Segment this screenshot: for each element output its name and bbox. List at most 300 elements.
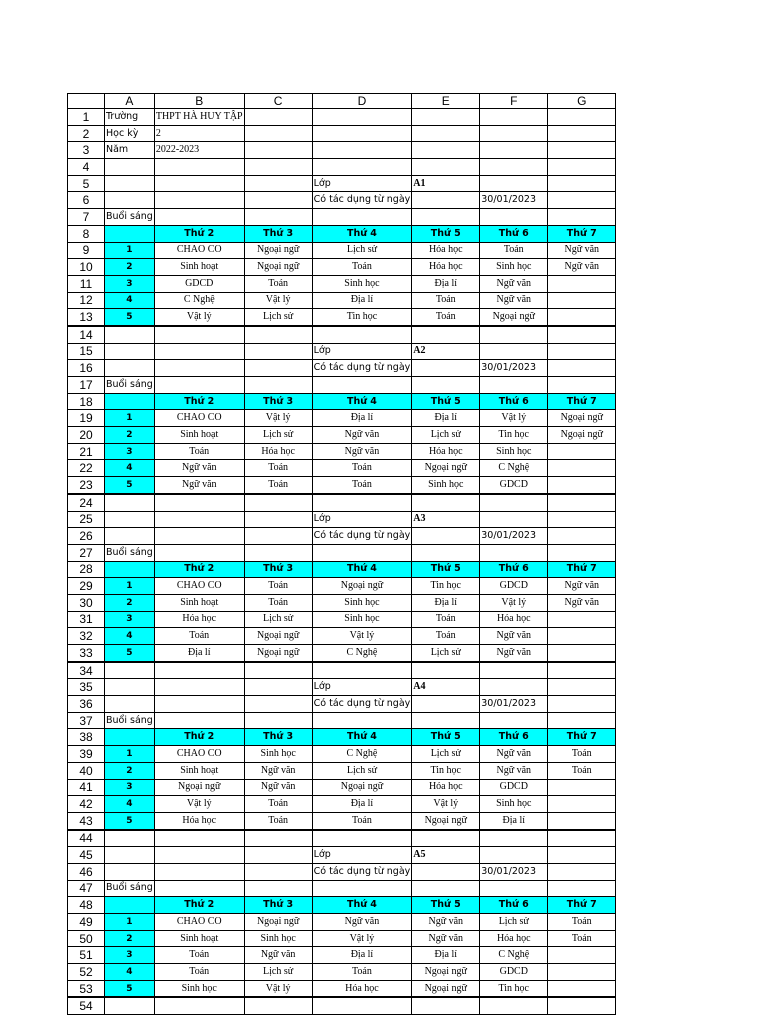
subject-cell[interactable]: Toán [480, 242, 548, 259]
cell[interactable] [480, 847, 548, 864]
school-name[interactable]: THPT HÀ HUY TẬP [154, 109, 244, 126]
cell[interactable] [312, 142, 412, 159]
period-number[interactable]: 5 [105, 309, 155, 326]
cell[interactable] [154, 343, 244, 360]
cell[interactable] [548, 997, 616, 1014]
subject-cell[interactable]: Ngữ văn [480, 292, 548, 309]
subject-cell[interactable]: Toán [312, 477, 412, 494]
session-label[interactable]: Buổi sáng [105, 209, 155, 226]
row-header[interactable]: 43 [68, 812, 105, 829]
cell[interactable] [154, 863, 244, 880]
subject-cell[interactable]: Sinh học [480, 259, 548, 276]
cell[interactable] [548, 511, 616, 528]
subject-cell[interactable]: Vật lý [244, 292, 312, 309]
subject-cell[interactable]: Vật lý [480, 410, 548, 427]
subject-cell[interactable]: Ngữ văn [154, 477, 244, 494]
day-header[interactable]: Thứ 7 [548, 897, 616, 914]
subject-cell[interactable]: C Nghệ [154, 292, 244, 309]
subject-cell[interactable]: Toán [312, 812, 412, 829]
subject-cell[interactable]: Hóa học [412, 242, 480, 259]
row-header[interactable]: 39 [68, 746, 105, 763]
subject-cell[interactable]: CHAO CO [154, 578, 244, 595]
subject-cell[interactable]: Vật lý [312, 628, 412, 645]
row-header[interactable]: 32 [68, 628, 105, 645]
row-header[interactable]: 41 [68, 779, 105, 796]
cell[interactable] [548, 880, 616, 897]
day-header[interactable]: Thứ 2 [154, 897, 244, 914]
cell[interactable] [244, 109, 312, 126]
cell[interactable] [548, 142, 616, 159]
subject-cell[interactable]: Tin học [480, 980, 548, 997]
day-header[interactable]: Thứ 2 [154, 225, 244, 242]
subject-cell[interactable]: Ngữ văn [244, 779, 312, 796]
cell[interactable] [154, 209, 244, 226]
day-header[interactable]: Thứ 6 [480, 897, 548, 914]
cell[interactable] [312, 109, 412, 126]
subject-cell[interactable]: Ngữ văn [548, 259, 616, 276]
row-header[interactable]: 1 [68, 109, 105, 126]
period-number[interactable]: 2 [105, 427, 155, 444]
subject-cell[interactable]: Ngữ văn [412, 930, 480, 947]
subject-cell[interactable]: Lịch sử [312, 242, 412, 259]
cell[interactable] [105, 360, 155, 377]
cell[interactable] [480, 494, 548, 511]
subject-cell[interactable]: Lịch sử [412, 746, 480, 763]
cell[interactable] [105, 847, 155, 864]
row-header[interactable]: 38 [68, 729, 105, 746]
cell[interactable] [412, 696, 480, 713]
cell[interactable] [480, 343, 548, 360]
row-header[interactable]: 3 [68, 142, 105, 159]
subject-cell[interactable]: Ngoại ngữ [548, 427, 616, 444]
class-name[interactable]: A5 [412, 847, 480, 864]
subject-cell[interactable]: Sinh hoạt [154, 930, 244, 947]
day-header[interactable]: Thứ 3 [244, 393, 312, 410]
cell[interactable] [548, 830, 616, 847]
cell[interactable] [412, 494, 480, 511]
cell[interactable] [105, 997, 155, 1014]
subject-cell[interactable] [548, 628, 616, 645]
cell[interactable] [154, 847, 244, 864]
cell[interactable] [154, 494, 244, 511]
cell[interactable] [412, 863, 480, 880]
cell[interactable] [412, 377, 480, 394]
session-label[interactable]: Buổi sáng [105, 880, 155, 897]
subject-cell[interactable]: Ngữ văn [480, 645, 548, 662]
cell[interactable] [244, 159, 312, 176]
cell[interactable] [412, 192, 480, 209]
subject-cell[interactable]: Ngữ văn [548, 242, 616, 259]
cell[interactable] [244, 343, 312, 360]
row-header[interactable]: 53 [68, 980, 105, 997]
row-header[interactable]: 10 [68, 259, 105, 276]
cell[interactable] [480, 109, 548, 126]
cell[interactable] [548, 125, 616, 142]
cell[interactable] [154, 175, 244, 192]
cell[interactable] [154, 528, 244, 545]
day-header[interactable]: Thứ 4 [312, 225, 412, 242]
row-header[interactable]: 21 [68, 443, 105, 460]
day-header[interactable]: Thứ 2 [154, 729, 244, 746]
cell[interactable] [548, 544, 616, 561]
cell[interactable] [105, 159, 155, 176]
cell[interactable] [105, 830, 155, 847]
cell[interactable] [154, 159, 244, 176]
subject-cell[interactable]: Ngoại ngữ [154, 779, 244, 796]
row-header[interactable]: 11 [68, 275, 105, 292]
cell[interactable] [105, 326, 155, 343]
row-header[interactable]: 40 [68, 762, 105, 779]
subject-cell[interactable]: CHAO CO [154, 746, 244, 763]
row-header[interactable]: 17 [68, 377, 105, 394]
cell[interactable] [154, 679, 244, 696]
cell[interactable] [480, 326, 548, 343]
cell[interactable] [312, 544, 412, 561]
period-number[interactable]: 2 [105, 594, 155, 611]
subject-cell[interactable]: Hóa học [312, 980, 412, 997]
day-header[interactable]: Thứ 3 [244, 225, 312, 242]
cell[interactable] [480, 880, 548, 897]
subject-cell[interactable] [548, 292, 616, 309]
subject-cell[interactable]: Vật lý [154, 309, 244, 326]
row-header[interactable]: 15 [68, 343, 105, 360]
subject-cell[interactable]: Sinh học [480, 443, 548, 460]
subject-cell[interactable]: Ngữ văn [480, 762, 548, 779]
cell[interactable] [548, 528, 616, 545]
cell[interactable] [412, 159, 480, 176]
subject-cell[interactable]: C Nghệ [480, 460, 548, 477]
subject-cell[interactable]: Sinh hoạt [154, 259, 244, 276]
period-number[interactable]: 3 [105, 947, 155, 964]
period-number[interactable]: 1 [105, 578, 155, 595]
cell[interactable] [480, 159, 548, 176]
subject-cell[interactable]: Ngữ văn [154, 460, 244, 477]
effective-date[interactable]: 30/01/2023 [480, 863, 548, 880]
class-name[interactable]: A1 [412, 175, 480, 192]
cell[interactable] [244, 142, 312, 159]
subject-cell[interactable]: Địa lí [412, 594, 480, 611]
cell[interactable] [244, 360, 312, 377]
subject-cell[interactable]: CHAO CO [154, 242, 244, 259]
row-header[interactable]: 44 [68, 830, 105, 847]
subject-cell[interactable]: Toán [412, 292, 480, 309]
cell[interactable] [105, 696, 155, 713]
subject-cell[interactable]: Toán [244, 477, 312, 494]
cell[interactable] [412, 712, 480, 729]
cell[interactable] [412, 125, 480, 142]
day-header[interactable]: Thứ 4 [312, 729, 412, 746]
effective-label[interactable]: Có tác dụng từ ngày [312, 696, 412, 713]
cell[interactable] [244, 662, 312, 679]
subject-cell[interactable]: Ngữ văn [480, 628, 548, 645]
subject-cell[interactable]: Ngoại ngữ [312, 779, 412, 796]
cell[interactable] [154, 880, 244, 897]
cell[interactable] [548, 175, 616, 192]
column-header[interactable]: A [105, 94, 155, 109]
session-label[interactable]: Buổi sáng [105, 377, 155, 394]
day-header[interactable]: Thứ 6 [480, 225, 548, 242]
cell[interactable] [480, 830, 548, 847]
subject-cell[interactable]: Vật lý [480, 594, 548, 611]
cell[interactable] [548, 863, 616, 880]
subject-cell[interactable]: GDCD [480, 477, 548, 494]
row-header[interactable]: 24 [68, 494, 105, 511]
cell[interactable] [312, 377, 412, 394]
subject-cell[interactable]: Lịch sử [244, 964, 312, 981]
period-number[interactable]: 2 [105, 762, 155, 779]
cell[interactable] [412, 142, 480, 159]
subject-cell[interactable]: Sinh học [312, 611, 412, 628]
subject-cell[interactable]: Toán [154, 947, 244, 964]
row-header[interactable]: 30 [68, 594, 105, 611]
subject-cell[interactable] [548, 980, 616, 997]
row-header[interactable]: 31 [68, 611, 105, 628]
cell[interactable] [154, 696, 244, 713]
cell[interactable] [412, 360, 480, 377]
row-header[interactable]: 46 [68, 863, 105, 880]
cell[interactable] [244, 863, 312, 880]
subject-cell[interactable]: Địa lí [412, 410, 480, 427]
cell[interactable] [154, 360, 244, 377]
row-header[interactable]: 42 [68, 796, 105, 813]
subject-cell[interactable]: Toán [244, 812, 312, 829]
subject-cell[interactable]: Ngữ văn [312, 443, 412, 460]
cell[interactable] [244, 125, 312, 142]
school-label[interactable]: Trường [105, 109, 155, 126]
subject-cell[interactable]: Vật lý [312, 930, 412, 947]
subject-cell[interactable]: Địa lí [480, 812, 548, 829]
subject-cell[interactable]: Ngữ văn [244, 762, 312, 779]
cell[interactable] [412, 528, 480, 545]
period-header[interactable] [105, 393, 155, 410]
cell[interactable] [412, 326, 480, 343]
subject-cell[interactable]: Hóa học [244, 443, 312, 460]
corner-cell[interactable] [68, 94, 105, 109]
subject-cell[interactable]: Ngữ văn [480, 746, 548, 763]
subject-cell[interactable] [548, 645, 616, 662]
cell[interactable] [312, 209, 412, 226]
period-number[interactable]: 3 [105, 611, 155, 628]
cell[interactable] [105, 343, 155, 360]
subject-cell[interactable]: Ngữ văn [480, 275, 548, 292]
subject-cell[interactable]: Sinh học [480, 796, 548, 813]
subject-cell[interactable]: Ngoại ngữ [244, 628, 312, 645]
subject-cell[interactable]: Vật lý [412, 796, 480, 813]
column-header[interactable]: B [154, 94, 244, 109]
period-number[interactable]: 1 [105, 746, 155, 763]
subject-cell[interactable]: C Nghệ [312, 746, 412, 763]
period-number[interactable]: 4 [105, 796, 155, 813]
cell[interactable] [312, 326, 412, 343]
day-header[interactable]: Thứ 7 [548, 393, 616, 410]
cell[interactable] [548, 696, 616, 713]
cell[interactable] [480, 997, 548, 1014]
column-header[interactable]: D [312, 94, 412, 109]
column-header[interactable]: G [548, 94, 616, 109]
subject-cell[interactable]: Hóa học [480, 930, 548, 947]
effective-date[interactable]: 30/01/2023 [480, 528, 548, 545]
row-header[interactable]: 19 [68, 410, 105, 427]
cell[interactable] [244, 830, 312, 847]
subject-cell[interactable]: Ngoại ngữ [412, 460, 480, 477]
cell[interactable] [480, 712, 548, 729]
subject-cell[interactable] [548, 477, 616, 494]
cell[interactable] [312, 880, 412, 897]
row-header[interactable]: 23 [68, 477, 105, 494]
subject-cell[interactable]: Ngữ văn [312, 914, 412, 931]
day-header[interactable]: Thứ 5 [412, 897, 480, 914]
subject-cell[interactable]: Ngoại ngữ [312, 578, 412, 595]
period-number[interactable]: 4 [105, 292, 155, 309]
subject-cell[interactable]: Toán [548, 762, 616, 779]
subject-cell[interactable]: Tin học [312, 309, 412, 326]
day-header[interactable]: Thứ 5 [412, 393, 480, 410]
period-number[interactable]: 5 [105, 980, 155, 997]
class-name[interactable]: A2 [412, 343, 480, 360]
subject-cell[interactable]: Ngữ văn [412, 914, 480, 931]
subject-cell[interactable]: Địa lí [312, 410, 412, 427]
subject-cell[interactable]: Lịch sử [412, 645, 480, 662]
cell[interactable] [312, 125, 412, 142]
row-header[interactable]: 33 [68, 645, 105, 662]
cell[interactable] [154, 712, 244, 729]
day-header[interactable]: Thứ 3 [244, 897, 312, 914]
subject-cell[interactable]: Hóa học [480, 611, 548, 628]
subject-cell[interactable] [548, 309, 616, 326]
cell[interactable] [480, 125, 548, 142]
column-header[interactable]: F [480, 94, 548, 109]
row-header[interactable]: 6 [68, 192, 105, 209]
row-header[interactable]: 36 [68, 696, 105, 713]
subject-cell[interactable]: C Nghệ [480, 947, 548, 964]
effective-label[interactable]: Có tác dụng từ ngày [312, 192, 412, 209]
cell[interactable] [154, 326, 244, 343]
cell[interactable] [312, 712, 412, 729]
cell[interactable] [480, 142, 548, 159]
subject-cell[interactable]: Toán [312, 964, 412, 981]
row-header[interactable]: 37 [68, 712, 105, 729]
cell[interactable] [312, 662, 412, 679]
cell[interactable] [548, 343, 616, 360]
day-header[interactable]: Thứ 5 [412, 561, 480, 578]
row-header[interactable]: 16 [68, 360, 105, 377]
cell[interactable] [548, 159, 616, 176]
day-header[interactable]: Thứ 6 [480, 729, 548, 746]
cell[interactable] [412, 830, 480, 847]
cell[interactable] [105, 494, 155, 511]
subject-cell[interactable]: Vật lý [244, 410, 312, 427]
cell[interactable] [244, 997, 312, 1014]
subject-cell[interactable]: Toán [154, 443, 244, 460]
cell[interactable] [244, 209, 312, 226]
subject-cell[interactable]: Địa lí [154, 645, 244, 662]
subject-cell[interactable]: Toán [548, 746, 616, 763]
row-header[interactable]: 29 [68, 578, 105, 595]
cell[interactable] [412, 109, 480, 126]
subject-cell[interactable]: Ngoại ngữ [412, 964, 480, 981]
subject-cell[interactable]: GDCD [480, 578, 548, 595]
effective-label[interactable]: Có tác dụng từ ngày [312, 863, 412, 880]
period-number[interactable]: 2 [105, 930, 155, 947]
subject-cell[interactable]: Sinh học [312, 275, 412, 292]
subject-cell[interactable]: Lịch sử [480, 914, 548, 931]
subject-cell[interactable]: Ngoại ngữ [244, 645, 312, 662]
cell[interactable] [548, 847, 616, 864]
period-number[interactable]: 4 [105, 460, 155, 477]
cell[interactable] [244, 326, 312, 343]
effective-date[interactable]: 30/01/2023 [480, 696, 548, 713]
subject-cell[interactable]: Địa lí [312, 796, 412, 813]
subject-cell[interactable]: Ngữ văn [312, 427, 412, 444]
subject-cell[interactable]: Sinh học [412, 477, 480, 494]
subject-cell[interactable]: Vật lý [154, 796, 244, 813]
cell[interactable] [105, 863, 155, 880]
cell[interactable] [154, 511, 244, 528]
row-header[interactable]: 14 [68, 326, 105, 343]
class-label[interactable]: Lớp [312, 679, 412, 696]
day-header[interactable]: Thứ 5 [412, 225, 480, 242]
subject-cell[interactable] [548, 443, 616, 460]
period-number[interactable]: 4 [105, 964, 155, 981]
cell[interactable] [105, 511, 155, 528]
cell[interactable] [244, 544, 312, 561]
subject-cell[interactable]: Toán [244, 578, 312, 595]
row-header[interactable]: 20 [68, 427, 105, 444]
row-header[interactable]: 34 [68, 662, 105, 679]
row-header[interactable]: 26 [68, 528, 105, 545]
day-header[interactable]: Thứ 7 [548, 729, 616, 746]
effective-label[interactable]: Có tác dụng từ ngày [312, 360, 412, 377]
subject-cell[interactable]: Toán [548, 930, 616, 947]
period-header[interactable] [105, 729, 155, 746]
subject-cell[interactable] [548, 275, 616, 292]
row-header[interactable]: 8 [68, 225, 105, 242]
cell[interactable] [244, 494, 312, 511]
cell[interactable] [548, 679, 616, 696]
subject-cell[interactable]: Ngoại ngữ [244, 914, 312, 931]
class-name[interactable]: A3 [412, 511, 480, 528]
cell[interactable] [244, 847, 312, 864]
period-number[interactable]: 1 [105, 242, 155, 259]
row-header[interactable]: 5 [68, 175, 105, 192]
subject-cell[interactable]: Toán [412, 628, 480, 645]
cell[interactable] [154, 830, 244, 847]
subject-cell[interactable]: Toán [244, 796, 312, 813]
subject-cell[interactable]: Lịch sử [244, 427, 312, 444]
subject-cell[interactable]: Ngoại ngữ [244, 259, 312, 276]
subject-cell[interactable]: Hóa học [412, 259, 480, 276]
subject-cell[interactable]: Sinh học [244, 930, 312, 947]
subject-cell[interactable] [548, 779, 616, 796]
row-header[interactable]: 18 [68, 393, 105, 410]
subject-cell[interactable]: Hóa học [154, 812, 244, 829]
row-header[interactable]: 52 [68, 964, 105, 981]
day-header[interactable]: Thứ 2 [154, 561, 244, 578]
subject-cell[interactable]: Ngữ văn [244, 947, 312, 964]
day-header[interactable]: Thứ 4 [312, 393, 412, 410]
row-header[interactable]: 48 [68, 897, 105, 914]
subject-cell[interactable]: GDCD [480, 779, 548, 796]
subject-cell[interactable] [548, 460, 616, 477]
subject-cell[interactable] [548, 964, 616, 981]
subject-cell[interactable]: Sinh học [154, 980, 244, 997]
session-label[interactable]: Buổi sáng [105, 544, 155, 561]
subject-cell[interactable]: Toán [548, 914, 616, 931]
day-header[interactable]: Thứ 2 [154, 393, 244, 410]
cell[interactable] [154, 192, 244, 209]
row-header[interactable]: 12 [68, 292, 105, 309]
subject-cell[interactable]: Địa lí [312, 947, 412, 964]
